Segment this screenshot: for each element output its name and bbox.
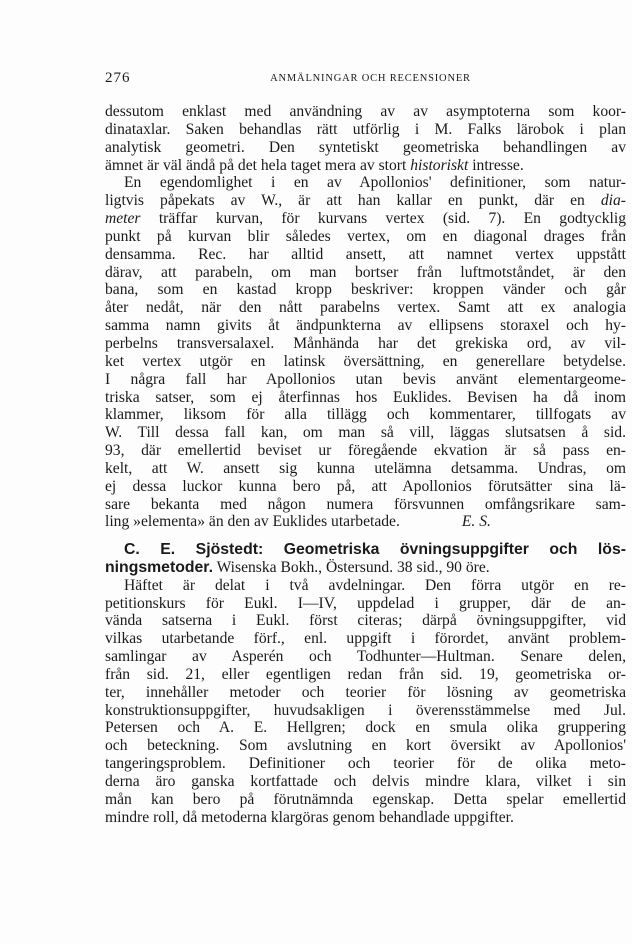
text-line bbox=[105, 210, 626, 228]
text-line bbox=[105, 737, 626, 755]
text-segment: tangeringsproblem. Definitioner och teorier för de olika meto- bbox=[105, 755, 626, 773]
text-line bbox=[105, 755, 626, 773]
text-line bbox=[105, 264, 626, 282]
text-line bbox=[105, 541, 626, 559]
text-line bbox=[105, 559, 626, 577]
text-line bbox=[105, 719, 626, 737]
text-segment: ling »elementa» än den av Euklides utarbetade. bbox=[105, 513, 400, 531]
text-line bbox=[105, 577, 626, 595]
italic-text: historiskt bbox=[410, 156, 469, 174]
review-heading bbox=[105, 541, 626, 577]
text-line bbox=[105, 192, 626, 210]
text-line bbox=[105, 174, 626, 192]
text-line bbox=[105, 702, 626, 720]
text-segment: ligtvis påpekats av W., är att han kallar en punkt, där en bbox=[105, 192, 601, 210]
paragraph bbox=[105, 103, 626, 174]
text-segment: petitionskurs för Eukl. I—IV, uppdelad i grupper, där de an- bbox=[105, 594, 626, 612]
signature: E. S. bbox=[461, 513, 491, 531]
text-line bbox=[105, 121, 626, 139]
text-line bbox=[105, 335, 626, 353]
text-segment: Petersen och A. E. Hellgren; dock en smula olika gruppering bbox=[105, 719, 626, 737]
text-segment: densamma. Rec. har alltid ansett, att namnet vertex uppstått bbox=[105, 245, 626, 263]
text-line bbox=[105, 157, 626, 175]
text-segment: intresse. bbox=[468, 156, 524, 174]
text-line bbox=[105, 228, 626, 246]
text-line bbox=[105, 281, 626, 299]
text-line bbox=[105, 317, 626, 335]
text-segment: W. Till dessa fall kan, om man så vill, läggas slutsatsen å sid. bbox=[105, 424, 626, 442]
text-segment: derna äro ganska kortfattade och delvis mindre klara, vilket i sin bbox=[105, 772, 626, 790]
text-line bbox=[105, 371, 626, 389]
text-segment: klammer, liksom för alla tillägg och kommentarer, tillfogats av bbox=[105, 406, 626, 424]
text-segment: Häftet är delat i två avdelningar. Den förra utgör en re- bbox=[124, 576, 626, 594]
text-segment: därav, att parabeln, om man bortser från luftmotståndet, är den bbox=[105, 263, 626, 281]
text-segment: träffar kurvan, för kurvans vertex (sid. 7). En godtycklig bbox=[140, 210, 626, 228]
text-line bbox=[105, 442, 626, 460]
text-line bbox=[105, 139, 626, 157]
text-segment: mindre roll, då metoderna klargöras genom behandlade uppgifter. bbox=[105, 808, 514, 826]
text-line bbox=[105, 103, 626, 121]
text-segment: kelt, att W. ansett sig kunna utelämna detsamma. Undras, om bbox=[105, 459, 626, 477]
text-segment: åter nedåt, när den nått parabelns vertex. Samt att ex analogia bbox=[105, 299, 626, 317]
text-line bbox=[105, 791, 626, 809]
paragraph bbox=[105, 174, 626, 531]
text-segment: från sid. 21, eller egentligen redan från sid. 19, geometriska or- bbox=[105, 665, 626, 683]
text-line bbox=[105, 630, 626, 648]
text-segment: perbelns transversalaxel. Månhända har det grekiska ord, av vil- bbox=[105, 334, 626, 352]
text-line bbox=[105, 406, 626, 424]
text-line bbox=[105, 478, 626, 496]
text-line bbox=[105, 353, 626, 371]
text-line bbox=[105, 496, 626, 514]
text-segment: En egendomlighet i en av Apollonios' definitioner, som natur- bbox=[124, 174, 626, 192]
text-segment: bana, som en kastad kropp beskriver: kroppen vänder och går bbox=[105, 281, 626, 299]
text-segment: Wisenska Bokh., Östersund. 38 sid., 90 öre. bbox=[212, 558, 490, 576]
text-line bbox=[105, 299, 626, 317]
text-segment: och beteckning. Som avslutning en kort översikt av Apollonios' bbox=[105, 737, 626, 755]
text-line bbox=[105, 460, 626, 478]
italic-text: meter bbox=[105, 210, 141, 228]
text-line bbox=[105, 648, 626, 666]
running-header bbox=[105, 70, 626, 88]
text-line bbox=[105, 666, 626, 684]
text-segment: ej dessa luckor kunna bero på, att Apollonios förutsätter sina lä- bbox=[105, 477, 626, 495]
text-segment: vända satserna i Eukl. först citeras; därpå övningsuppgifter, vid bbox=[105, 612, 626, 630]
text-line bbox=[105, 684, 626, 702]
text-segment: vilkas utarbetande förf., enl. uppgift i förordet, använt problem- bbox=[105, 630, 626, 648]
text-line bbox=[105, 612, 626, 630]
text-segment: 93, där emellertid beviset ur föregående ekvation är så pass en- bbox=[105, 442, 626, 460]
text-line bbox=[105, 246, 626, 264]
text-segment: sare bekanta med någon numera försvunnen omfångsrikare sam- bbox=[105, 495, 626, 513]
page-number: 276 bbox=[105, 70, 131, 86]
review-sjostedt bbox=[105, 541, 626, 827]
text-segment: triska satser, som ej återfinnas hos Euklides. Bevisen ha då inom bbox=[105, 388, 626, 406]
text-line bbox=[105, 389, 626, 407]
running-title: ANMÄLNINGAR OCH RECENSIONER bbox=[270, 73, 471, 84]
text-segment: mån kan bero på förutnämnda egenskap. Detta spelar emellertid bbox=[105, 790, 626, 808]
text-segment: punkt på kurvan blir således vertex, om en diagonal drages från bbox=[105, 227, 626, 245]
book-title: ningsmetoder. bbox=[105, 558, 213, 576]
text-segment: dinataxlar. Saken behandlas rätt utförlig i M. Falks lärobok i plan bbox=[105, 120, 626, 138]
italic-text: dia- bbox=[600, 192, 626, 210]
text-segment: analytisk geometri. Den syntetiskt geometriska behandlingen av bbox=[105, 138, 626, 156]
book-title: C. E. Sjöstedt: Geometriska övningsuppgifter och lös- bbox=[124, 541, 626, 558]
text-line bbox=[105, 809, 626, 827]
text-segment: samma namn givits åt ändpunkterna av ellipsens storaxel och hy- bbox=[105, 317, 626, 335]
text-line bbox=[105, 513, 626, 531]
text-segment: I några fall har Apollonios utan bevis använt elementargeome- bbox=[105, 370, 626, 388]
text-line bbox=[105, 595, 626, 613]
text-segment: ämnet är väl ändå på det hela taget mera av stort bbox=[105, 156, 411, 174]
review-es-apollonios bbox=[105, 103, 626, 531]
text-segment: konstruktionsuppgifter, huvudsakligen i överensstämmelse med Jul. bbox=[105, 701, 626, 719]
paragraph bbox=[105, 577, 626, 827]
text-segment: ket vertex utgör en latinsk översättning, en generellare betydelse. bbox=[105, 352, 626, 370]
text-line bbox=[105, 424, 626, 442]
text-segment: ter, innehåller metoder och teorier för lösning av geometriska bbox=[105, 683, 626, 701]
text-line bbox=[105, 773, 626, 791]
text-segment: dessutom enklast med användning av av asymptoterna som koor- bbox=[105, 103, 626, 120]
text-segment: samlingar av Asperén och Todhunter—Hultman. Senare delen, bbox=[105, 648, 626, 666]
